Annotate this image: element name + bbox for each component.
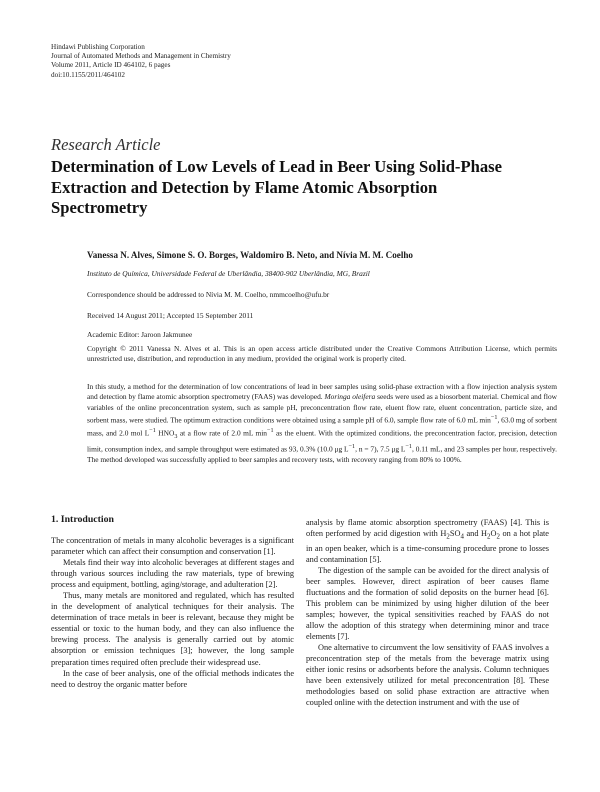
academic-editor: Academic Editor: Jaroon Jakmunee	[87, 330, 193, 339]
volume-line: Volume 2011, Article ID 464102, 6 pages	[51, 61, 171, 70]
paragraph: In the case of beer analysis, one of the official methods indicates the need to destroy the organic matter before	[51, 668, 294, 689]
body-column-left	[51, 514, 294, 690]
journal-name: Journal of Automated Methods and Management in Chemistry	[51, 52, 231, 61]
received-dates: Received 14 August 2011; Accepted 15 September 2011	[87, 311, 254, 320]
body-column-right	[306, 517, 549, 708]
article-type: Research Article	[51, 135, 161, 154]
article-title: Determination of Low Levels of Lead in Beer Using Solid-Phase Extraction and Detection by Flame Atomic Absorption Spectrometry	[51, 157, 502, 217]
abstract: In this study, a method for the determination of low concentrations of lead in beer samples using solid-phase extraction with a flow injection analysis system and detection by flame atomic absorption spectrometry (FAAS) was developed. Moringa oleifera seeds were used as a biosorbent material. Chemical and flow variables of the online preconcentration system, such as sample pH, preconcentration flow rate, eluent flow rate, eluent concentration, particle size, and sorbent mass, were studied. The optimum extraction conditions were obtained using a sample pH of 6.0, sample flow rate of 6.0 mL $\min^{-1}$, 63.0 mg of sorbent mass, and 2.0 mol $L^{-1}$ $HNO_3$ at a flow rate of 2.0 mL $\min^{-1}$ as the eluent. With the optimized conditions, the preconcentration factor, precision, detection limit, consumption index, and sample throughput were estimated as 93, 0.3% (10.0 μg $L^{-1}$, n = 7), 7.5 μg $L^{-1}$, 0.11 mL, and 23 samples per hour, respectively. The method developed was successfully applied to beer samples and recovery tests, with recovery ranging from 80% to 100%.	[87, 382, 557, 464]
paragraph: The concentration of metals in many alcoholic beverages is a significant parameter which can affect their consumption and conservation [1].	[51, 536, 294, 557]
paragraph: analysis by flame atomic absorption spectrometry (FAAS) [4]. This is often performed by acid digestion with $H_2SO_4$ and $H_2O_2$ on a hot plate in an open beaker, which is a time-consuming procedure prone to losses and contamination [5].	[306, 518, 549, 564]
species-name: Moringa oleifera	[324, 392, 376, 402]
paragraph: Thus, many metals are monitored and regulated, which has resulted in the development of analytical techniques for their analysis. The determination of trace metals in beer is relevant, because they might be essential or toxic to the human body, and they can also influence the brewing process. The analysis is generally carried out by atomic absorption or emission techniques [3]; however, the long sample preparation times required often preclude their widespread use.	[51, 591, 294, 667]
paragraph: The digestion of the sample can be avoided for the direct analysis of beer samples. However, direct aspiration of beer causes flame fluctuations and the formation of solid deposits on the burner head [6]. This problem can be minimized by using higher dilution of the beer samples; however, the typical sensitivities reached by FAAS do not allow the adoption of this strategy when determining minor and trace elements [7].	[306, 565, 549, 642]
paragraph: Metals find their way into alcoholic beverages at different stages and through various sources including the raw materials, type of brewing process and equipment, bottling, aging/storage, and adulteration [2].	[51, 558, 294, 590]
correspondence: Correspondence should be addressed to Nívia M. M. Coelho, nmmcoelho@ufu.br	[87, 290, 330, 299]
paragraph: One alternative to circumvent the low sensitivity of FAAS involves a preconcentration step of the metals from the beverage matrix using either ionic resins or adsorbents before the analysis. Column techniques have been extensively utilized for metal preconcentration [8]. These methodologies based on solid phase extraction are attractive when coupled online with the detection instrument and with the use of	[306, 643, 549, 708]
journal-header	[51, 43, 351, 80]
section-heading-introduction: 1. Introduction	[51, 514, 114, 525]
doi: doi:10.1155/2011/464102	[51, 70, 125, 79]
affiliation: Instituto de Química, Universidade Federal de Uberlândia, 38400-902 Uberlândia, MG, Brazil	[87, 269, 370, 278]
publisher-name: Hindawi Publishing Corporation	[51, 43, 145, 51]
author-list: Vanessa N. Alves, Simone S. O. Borges, Waldomiro B. Neto, and Nívia M. M. Coelho	[87, 250, 413, 260]
copyright-notice: Copyright © 2011 Vanessa N. Alves et al. This is an open access article distributed under the Creative Commons Attribution License, which permits unrestricted use, distribution, and reproduction in any medium, provided the original work is properly cited.	[87, 344, 557, 364]
